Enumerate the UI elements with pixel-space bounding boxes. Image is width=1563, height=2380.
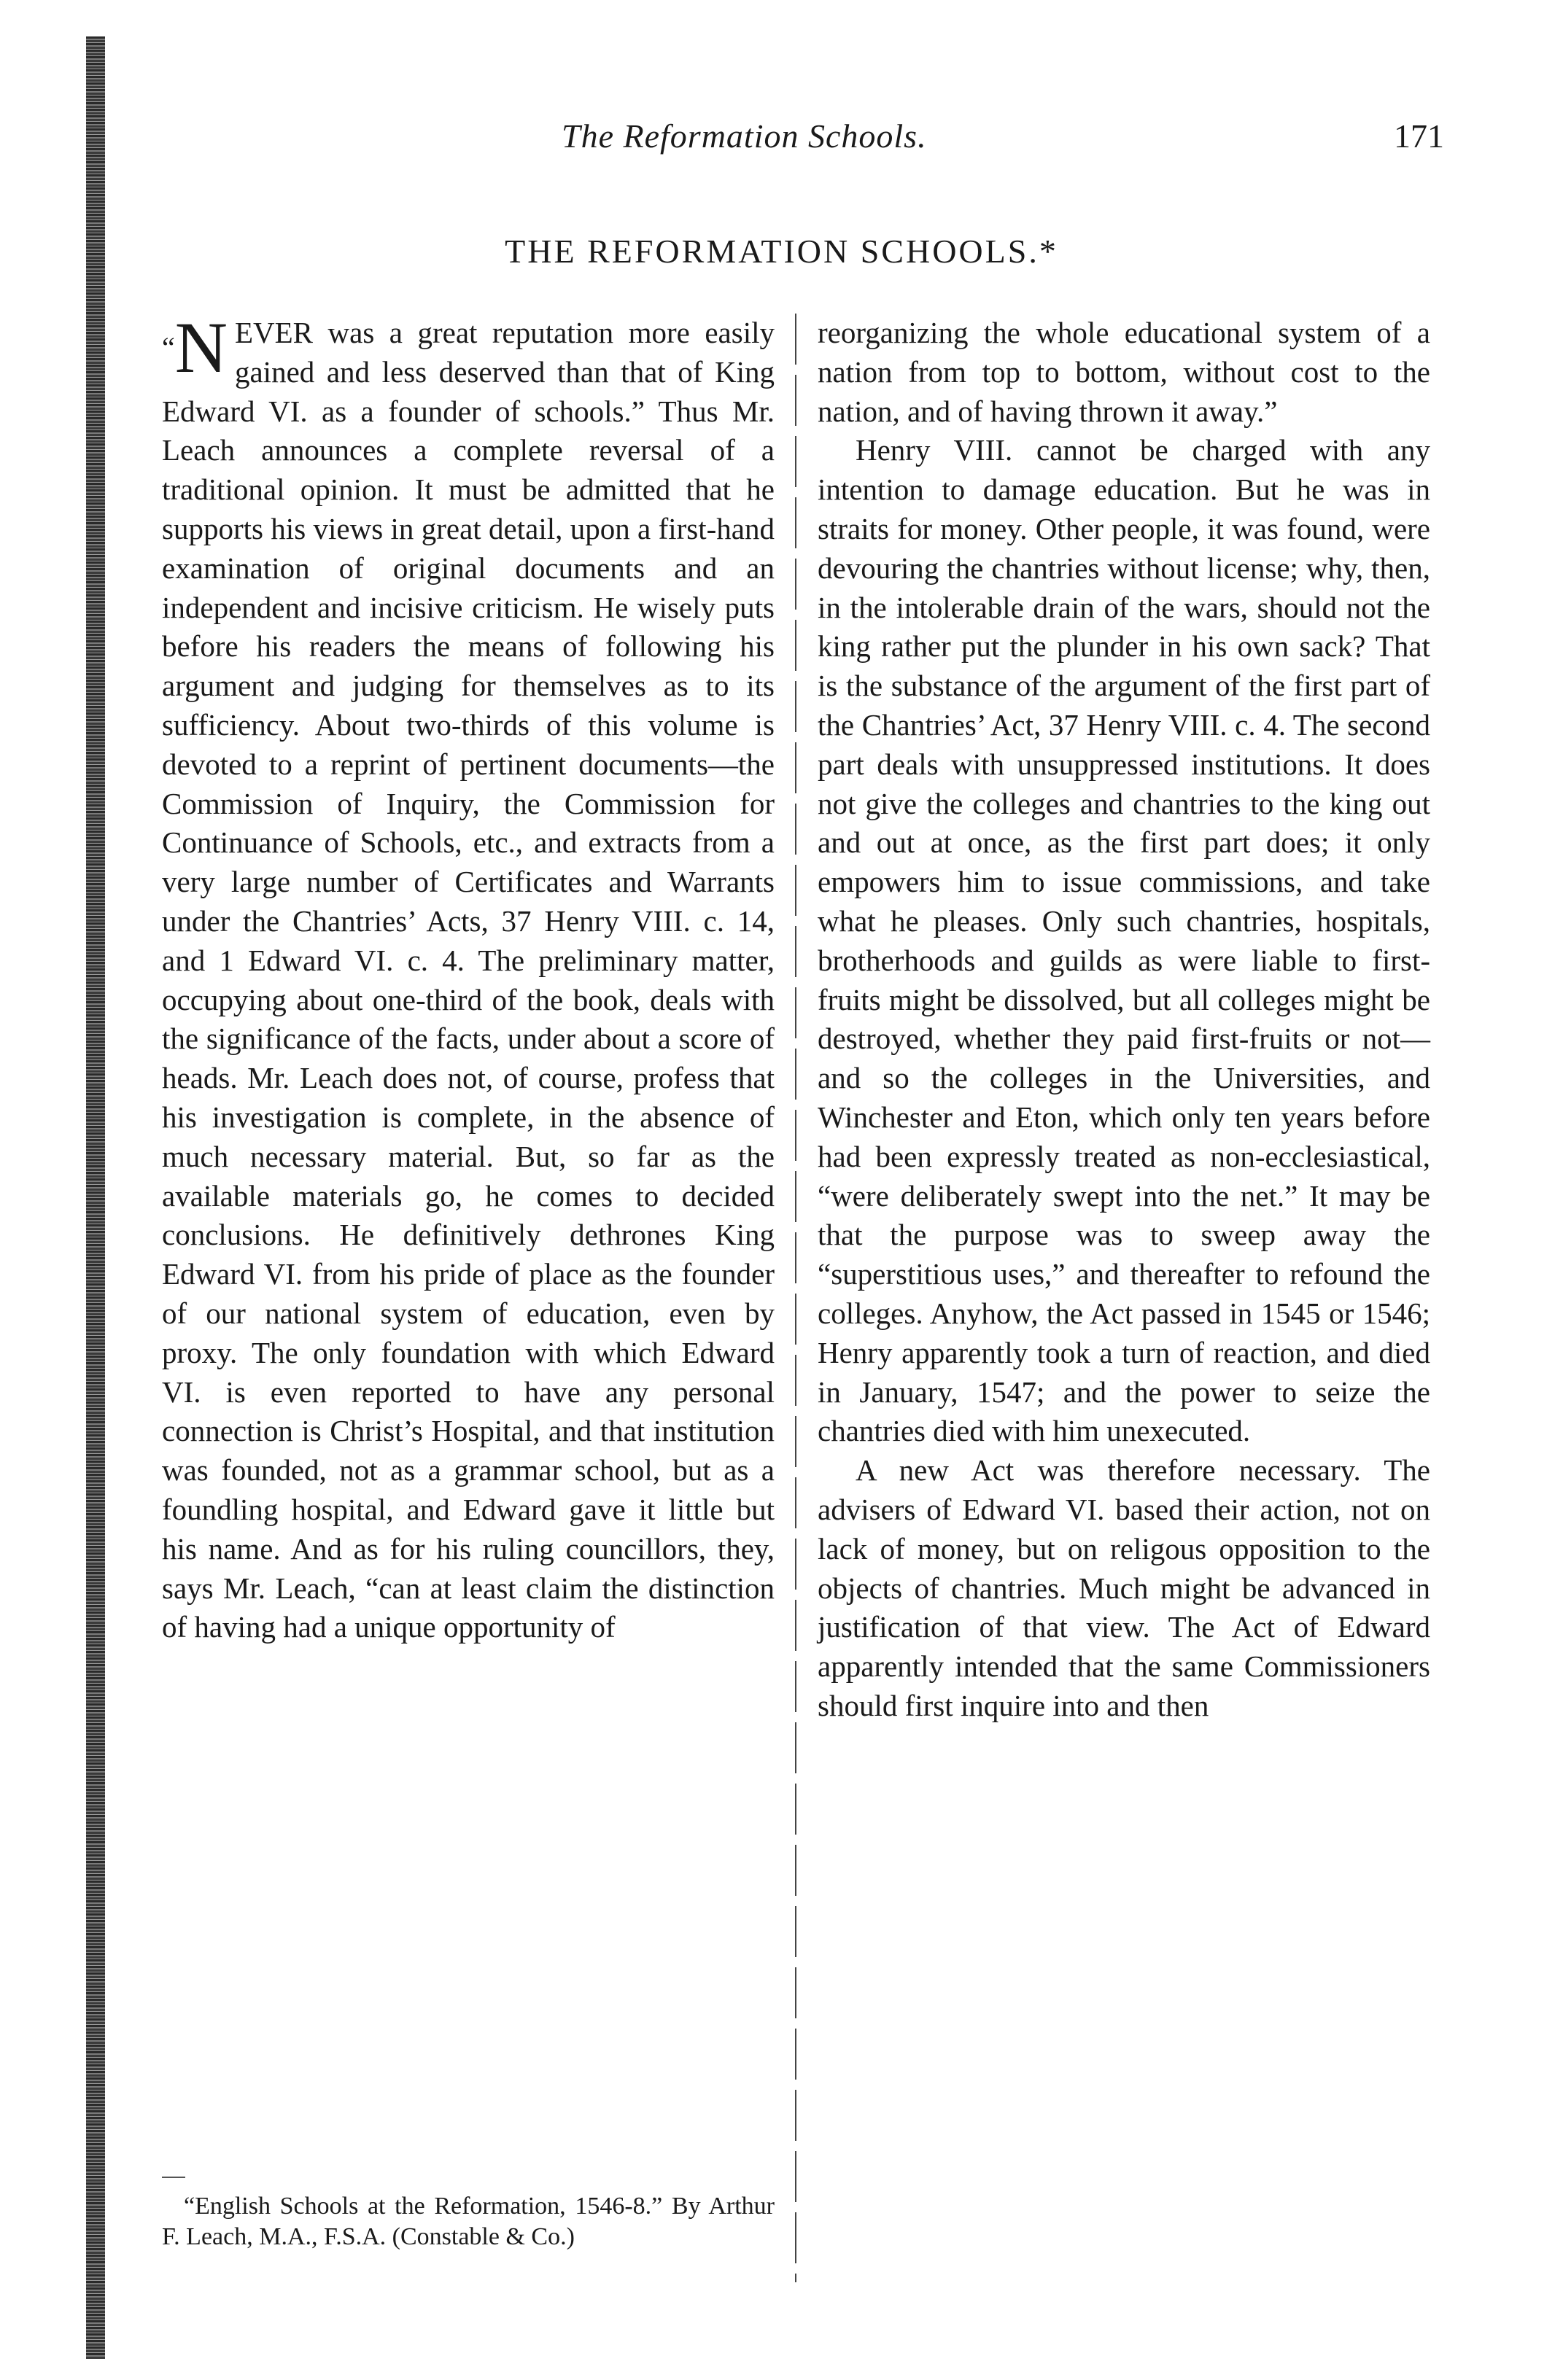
scan-binding-edge	[86, 36, 105, 2359]
page-number: 171	[1394, 117, 1444, 155]
page-header	[168, 117, 1444, 175]
left-column	[162, 307, 775, 1647]
paragraph: A new Act was therefore necessary. The advisers of Edward VI. based their action, not on lack of money, but on religous opposition to the objects of chantries. Much might be advanced in justification of that view. The Act of Edward apparently intended that the same Commissioners should first inquire into and then	[818, 1453, 1430, 1722]
footnote-rule	[162, 2177, 185, 2178]
drop-cap: “N	[162, 307, 228, 388]
paragraph: Henry VIII. cannot be charged with any intention to damage education. But he was in straits for money. Other people, it was found, were devouring the chantries without license; why, then, in the intolerable drain of the wars, should not the king rather put the plunder in his own sack? That is the substance of the argument of the first part of the Chantries’ Act, 37 Henry VIII. c. 4. The second part deals with unsuppressed institutions. It does not give the colleges and chantries to the king out and out at once, as the first part does; it only empowers him to issue commissions, and take what he pleases. Only such chantries, hospitals, brotherhoods and guilds as were liable to first-fruits might be dissolved, but all colleges might be destroyed, whether they paid first-fruits or not—and so the colleges in the Universities, and Winchester and Eton, which only ten years before had been expressly treated as non-ecclesiastical, “were deliberately swept into the net.” It may be that the purpose was to sweep away the “superstitious uses,” and thereafter to refound the colleges. Anyhow, the Act passed in 1545 or 1546; Henry apparently took a turn of reaction, and died in January, 1547; and the power to seize the chantries died with him unexecuted.	[818, 433, 1430, 1448]
footnote	[162, 2191, 775, 2252]
right-column	[818, 314, 1430, 1726]
running-title: The Reformation Schools.	[562, 117, 927, 155]
paragraph	[162, 307, 775, 1647]
paragraph-text: EVER was a great reputation more easily gained and less deserved than that of King Edward VI. as a founder of schools.” Thus Mr. Leach announces a complete reversal of a traditional opinion. It must be admitted that he supports his views in great detail, upon a first-hand examination of original documents and an independent and incisive criticism. He wisely puts before his readers the means of following his argument and judging for themselves as to its sufficiency. About two-thirds of this volume is devoted to a reprint of pertinent documents—the Commission of Inquiry, the Commission for Continuance of Schools, etc., and extracts from a very large number of Certificates and Warrants under the Chantries’ Acts, 37 Henry VIII. c. 14, and 1 Edward VI. c. 4. The preliminary matter, occupying about one-third of the book, deals with the significance of the facts, under about a score of heads. Mr. Leach does not, of course, profess that his investigation is complete, in the absence of much necessary material. But, so far as the available materials go, he comes to decided conclusions. He definitively dethrones King Edward VI. from his pride of place as the founder of our national system of education, even by proxy. The only foundation with which Edward VI. is even reported to have any personal connection is Christ’s Hospital, and that institution was founded, not as a grammar school, but as a foundling hospital, and Edward gave it little but his name. And as for his ruling councillors, they, says Mr. Leach, “can at least claim the distinction of having had a unique opportunity of	[162, 316, 775, 1644]
paragraph: reorganizing the whole educational system of a nation from top to bottom, without cost to the nation, and of having thrown it away.”	[818, 316, 1430, 428]
footnote-text: “English Schools at the Reformation, 1546-8.” By Arthur F. Leach, M.A., F.S.A. (Constable & Co.)	[162, 2193, 775, 2250]
column-divider	[795, 314, 796, 2282]
article-title: THE REFORMATION SCHOOLS.*	[505, 233, 1058, 270]
